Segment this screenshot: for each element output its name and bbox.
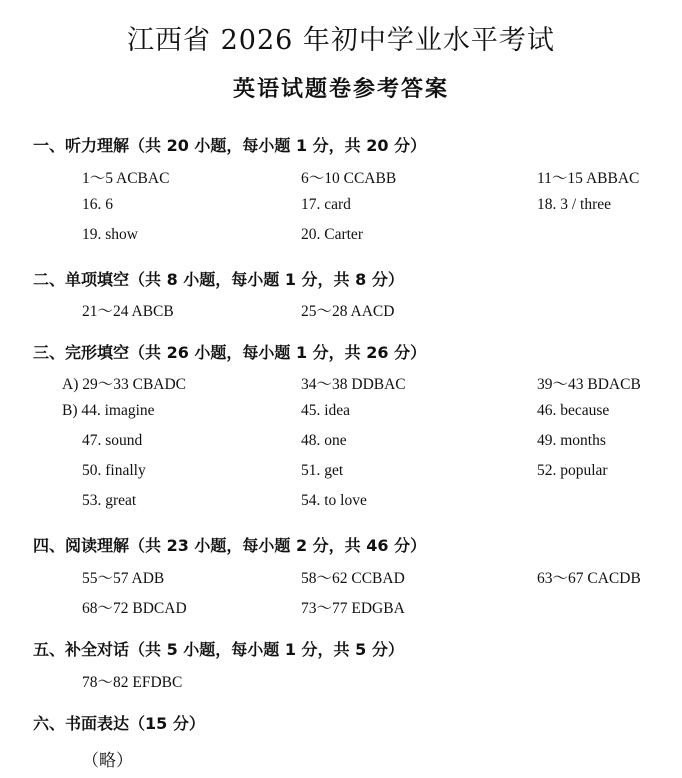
- answer-row: [0, 492, 682, 514]
- answer-row: [0, 372, 682, 394]
- answer-cell: 25～28 AACD: [301, 303, 395, 320]
- answer-cell: 58～62 CCBAD: [301, 570, 405, 587]
- answer-row: [0, 402, 682, 424]
- answer-cell: 53. great: [82, 492, 137, 509]
- answer-cell: 21～24 ABCB: [82, 303, 174, 320]
- answer-row: [0, 166, 682, 188]
- answer-cell: A) 29～33 CBADC: [62, 376, 187, 393]
- answer-row: [0, 432, 682, 454]
- answer-cell: 1～5 ACBAC: [82, 170, 170, 187]
- answer-cell: 52. popular: [537, 462, 608, 479]
- answer-row: [0, 299, 682, 321]
- page-title: 江西省 2026 年初中学业水平考试: [127, 25, 555, 56]
- answer-cell: 55～57 ADB: [82, 570, 165, 587]
- answer-cell: 39～43 BDACB: [537, 376, 641, 393]
- answer-cell: 19. show: [82, 226, 138, 243]
- answer-cell: 34～38 DDBAC: [301, 376, 406, 393]
- section-heading-writing: 六、书面表达（15 分）: [33, 714, 205, 733]
- answer-row: [0, 196, 682, 218]
- answer-cell: 63～67 CACDB: [537, 570, 641, 587]
- answer-cell: 18. 3 / three: [537, 196, 612, 213]
- answer-cell: 16. 6: [82, 196, 113, 213]
- answer-cell: 73～77 EDGBA: [301, 600, 405, 617]
- section-heading-cloze: 三、完形填空（共 26 小题，每小题 1 分，共 26 分）: [33, 343, 427, 362]
- answer-cell: 54. to love: [301, 492, 367, 509]
- answer-cell: 6～10 CCABB: [301, 170, 397, 187]
- answer-cell: 47. sound: [82, 432, 143, 449]
- answer-row: [0, 226, 682, 248]
- answer-row: [0, 462, 682, 484]
- answer-cell: 17. card: [301, 196, 351, 213]
- answer-cell: 49. months: [537, 432, 606, 449]
- answer-cell: 78～82 EFDBC: [82, 674, 183, 691]
- answer-cell: 48. one: [301, 432, 347, 449]
- answer-row: [0, 670, 682, 692]
- answer-cell: B) 44. imagine: [62, 402, 155, 419]
- answer-cell: 51. get: [301, 462, 344, 479]
- section-heading-listening: 一、听力理解（共 20 小题，每小题 1 分，共 20 分）: [33, 136, 427, 155]
- answer-cell: 45. idea: [301, 402, 351, 419]
- answer-cell: 50. finally: [82, 462, 146, 479]
- answer-row: [0, 566, 682, 588]
- section-heading-dialogue: 五、补全对话（共 5 小题，每小题 1 分，共 5 分）: [33, 640, 404, 659]
- section-heading-reading: 四、阅读理解（共 23 小题，每小题 2 分，共 46 分）: [33, 536, 427, 555]
- page-subtitle: 英语试题卷参考答案: [232, 77, 449, 102]
- answer-cell: 11～15 ABBAC: [537, 170, 640, 187]
- writing-note: （略）: [82, 751, 133, 771]
- answer-cell: 46. because: [537, 402, 610, 419]
- section-heading-single-choice: 二、单项填空（共 8 小题，每小题 1 分，共 8 分）: [33, 270, 404, 289]
- answer-cell: 68～72 BDCAD: [82, 600, 187, 617]
- answer-row: [0, 596, 682, 618]
- answer-cell: 20. Carter: [301, 226, 363, 243]
